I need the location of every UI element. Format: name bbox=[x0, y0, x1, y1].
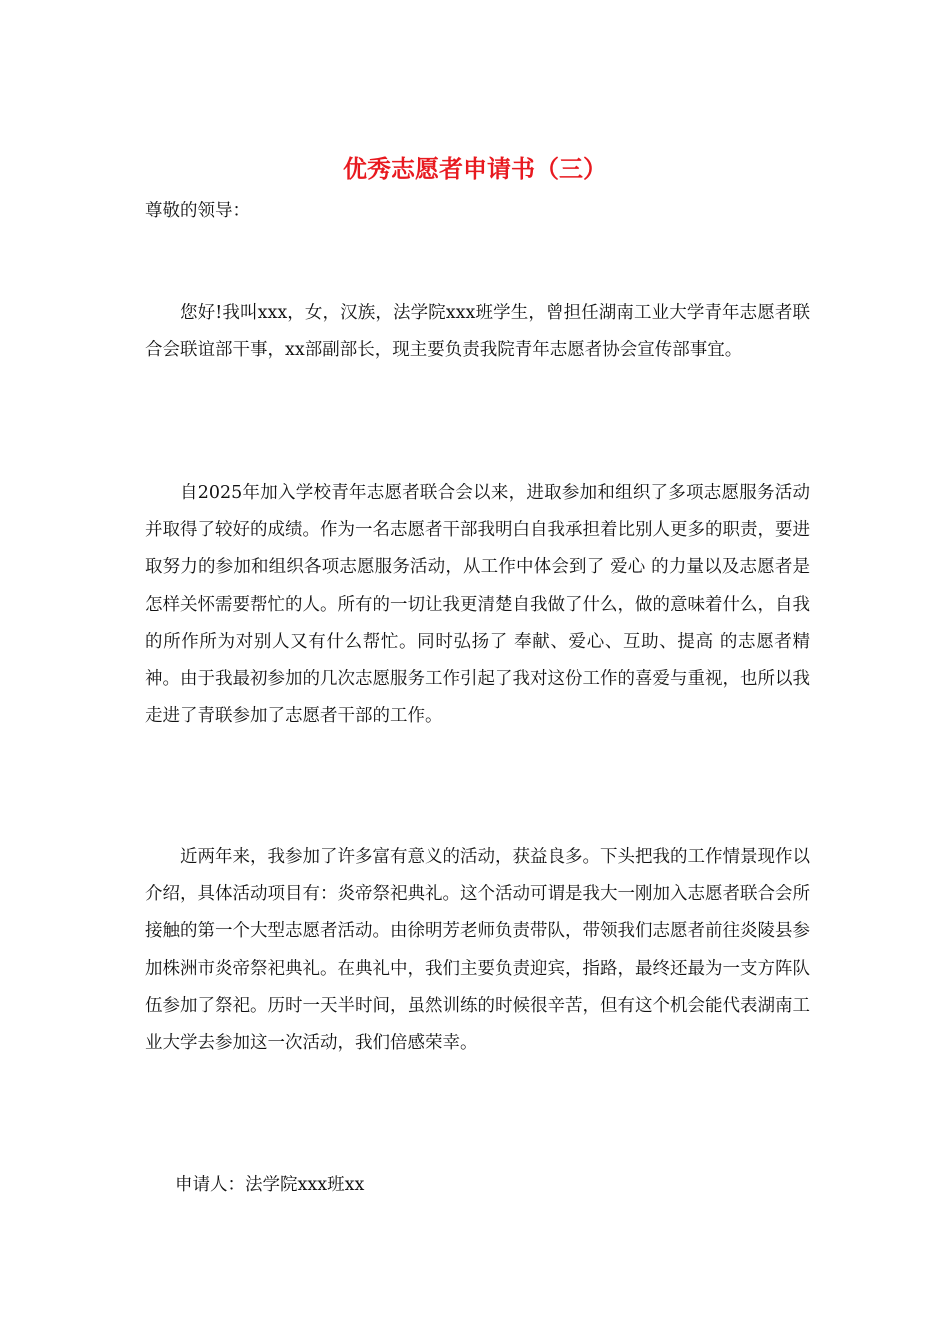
salutation: 尊敬的领导： bbox=[145, 201, 250, 221]
paragraph-experience: 自2025年加入学校青年志愿者联合会以来，进取参加和组织了多项志愿服务活动并取得了较好的成绩。作为一名志愿者干部我明白自我承担着比别人更多的职责，要进取努力的参加和组织各项志愿服务活动，从工作中体会到了 爱心 的力量以及志愿者是怎样关怀需要帮忙的人。所有的一切让我更清楚自我做了什么，做的意味着什么，自我的所作所为对别人又有什么帮忙。同时弘扬了 奉献、爱心、互助、提高 的志愿者精神。由于我最初参加的几次志愿服务工作引起了我对这份工作的喜爱与重视，也所以我走进了青联参加了志愿者干部的工作。 bbox=[145, 483, 810, 727]
paragraph-activities: 近两年来，我参加了许多富有意义的活动，获益良多。下头把我的工作情景现作以介绍，具体活动项目有：炎帝祭祀典礼。这个活动可谓是我大一刚加入志愿者联合会所接触的第一个大型志愿者活动。由徐明芳老师负责带队，带领我们志愿者前往炎陵县参加株洲市炎帝祭祀典礼。在典礼中，我们主要负责迎宾，指路，最终还最为一支方阵队伍参加了祭祀。历时一天半时间，虽然训练的时候很辛苦，但有这个机会能代表湖南工业大学去参加这一次活动，我们倍感荣幸。 bbox=[145, 847, 810, 1054]
paragraph-introduction: 您好!我叫xxx，女，汉族，法学院xxx班学生，曾担任湖南工业大学青年志愿者联合会联谊部干事，xx部副部长，现主要负责我院青年志愿者协会宣传部事宜。 bbox=[145, 303, 810, 361]
signature: 申请人：法学院xxx班xx bbox=[175, 1175, 365, 1195]
document-title: 优秀志愿者申请书（三） bbox=[343, 154, 607, 183]
